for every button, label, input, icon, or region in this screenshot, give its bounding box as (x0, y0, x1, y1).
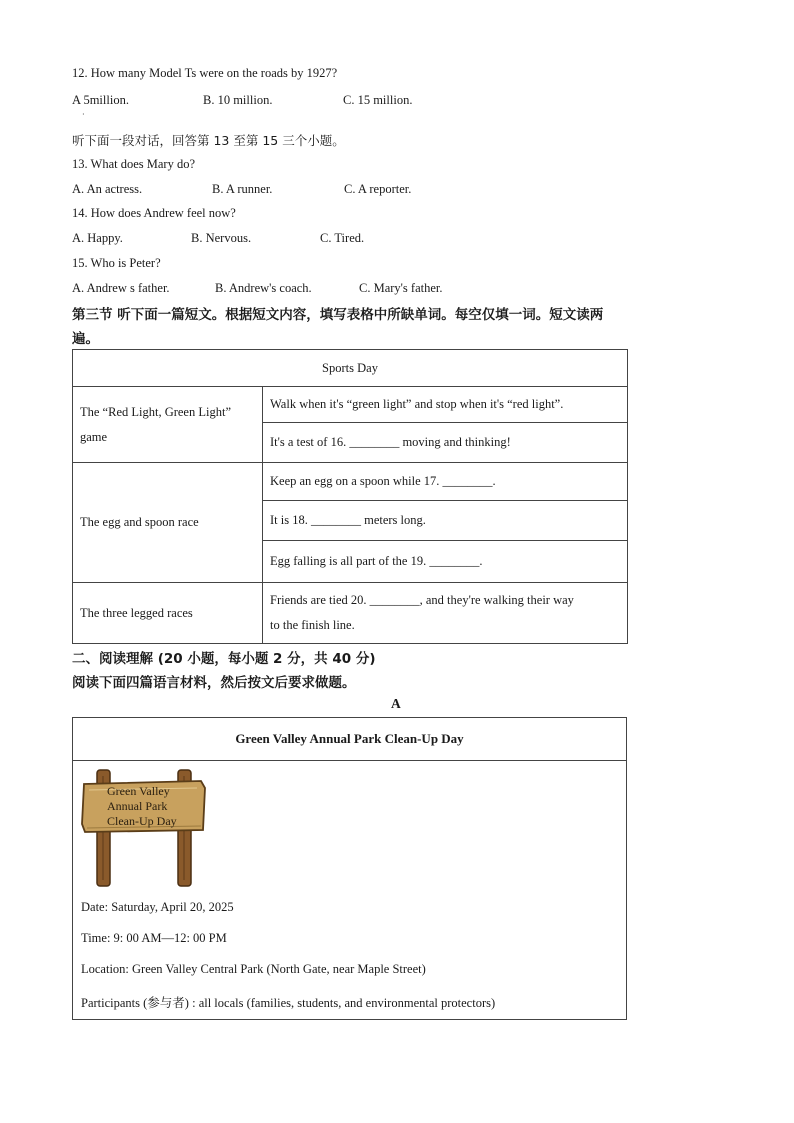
q15-option-b: B. Andrew's coach. (215, 281, 312, 295)
q15-option-a: A. Andrew s father. (72, 281, 170, 295)
section3-heading-line1: 第三节 听下面一篇短文。根据短文内容，填写表格中所缺单词。每空仅填一词。短文读两 (72, 307, 604, 323)
q13-option-c: C. A reporter. (344, 182, 412, 196)
egg-row-3: Egg falling is all part of the 19. ________. (263, 541, 628, 583)
q14-option-a: A. Happy. (72, 231, 123, 245)
q14-option-b: B. Nervous. (191, 231, 252, 245)
sign-line-3: Clean-Up Day (107, 814, 177, 828)
sign-line-1: Green Valley (107, 784, 170, 798)
stray-dot: · (82, 110, 85, 119)
legged-row-1: Friends are tied 20. ________, and they're walking their way (270, 593, 574, 607)
part2-instruction: 阅读下面四篇语言材料，然后按文后要求做题。 (72, 675, 356, 691)
part2-heading: 二、阅读理解 (20 小题，每小题 2 分，共 40 分) (72, 651, 376, 667)
q13-option-a: A. An actress. (72, 182, 143, 196)
sign-line-2: Annual Park (107, 799, 168, 813)
section3-heading-line2: 遍。 (72, 331, 99, 347)
passage-a-box (72, 717, 627, 1020)
legged-row (263, 583, 628, 644)
event-time: Time: 9: 00 AM—12: 00 PM (81, 931, 227, 945)
event-date: Date: Saturday, April 20, 2025 (81, 900, 234, 914)
q14-option-c: C. Tired. (320, 231, 365, 245)
q12-option-b: B. 10 million. (203, 93, 273, 107)
passage-a-title: Green Valley Annual Park Clean-Up Day (73, 718, 626, 761)
egg-row-2: It is 18. ________ meters long. (263, 501, 628, 541)
game-label: The “Red Light, Green Light” game (73, 387, 263, 463)
game-row-2: It's a test of 16. ________ moving and thinking! (263, 423, 628, 463)
q13-question: 13. What does Mary do? (72, 157, 196, 171)
instruction-13-15: 听下面一段对话，回答第 13 至第 15 三个小题。 (72, 133, 345, 148)
q13-option-b: B. A runner. (212, 182, 273, 196)
event-location: Location: Green Valley Central Park (North Gate, near Maple Street) (81, 962, 426, 976)
q12-option-a: A 5million. (72, 93, 129, 107)
passage-letter: A (391, 696, 401, 711)
event-participants: Participants (参与者) : all locals (families, students, and environmental protectors) (81, 996, 496, 1010)
q15-question: 15. Who is Peter? (72, 256, 161, 270)
q14-question: 14. How does Andrew feel now? (72, 206, 236, 220)
sports-day-table (72, 349, 628, 644)
q12-option-c: C. 15 million. (343, 93, 413, 107)
sign-lettering (107, 784, 207, 829)
legged-race-label: The three legged races (73, 583, 263, 644)
legged-row-2: to the finish line. (270, 618, 355, 632)
table-title: Sports Day (73, 350, 628, 387)
egg-row-1: Keep an egg on a spoon while 17. ________. (263, 463, 628, 501)
q12-question: 12. How many Model Ts were on the roads by 1927? (72, 66, 338, 80)
q15-option-c: C. Mary's father. (359, 281, 443, 295)
wooden-sign-image (81, 768, 211, 888)
egg-race-label: The egg and spoon race (73, 463, 263, 583)
game-row-1: Walk when it's “green light” and stop when it's “red light”. (263, 387, 628, 423)
